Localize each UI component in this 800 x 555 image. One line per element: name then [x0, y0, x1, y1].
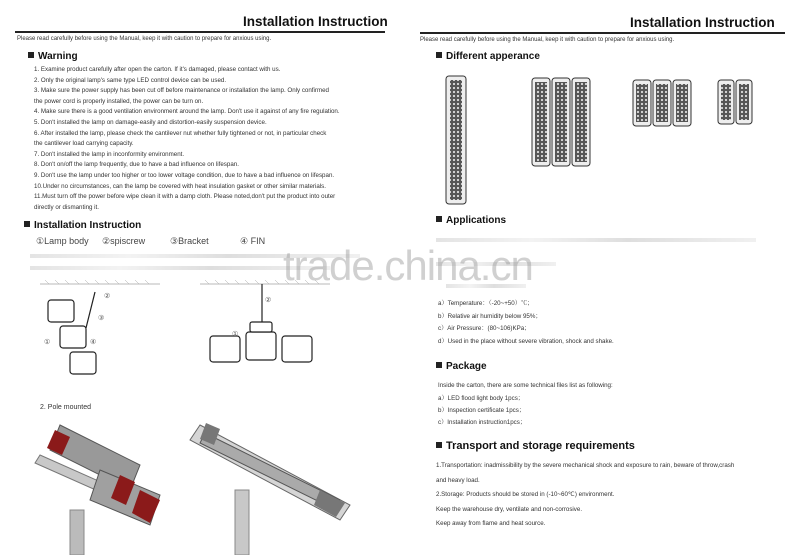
environment-item: b）Relative air humidity below 95%； [438, 312, 542, 320]
warning-item: 8. Don't on/off the lamp frequently, due to have a bad influence on lifespan. [34, 161, 239, 169]
callout-4: ④ [90, 339, 97, 346]
callout-1b: ① [232, 331, 239, 338]
square-bullet-icon [436, 216, 442, 222]
warning-item: 7. Don't installed the lamp in inconformity environment. [34, 150, 185, 158]
left-subtitle: Please read carefully before using the Manual, keep it with caution to prepare for anxious using. [17, 36, 272, 42]
warning-item: 6. After installed the lamp, please check the cantilever nut whether fully tightened or not, in particular check [34, 129, 327, 137]
square-bullet-icon [436, 362, 442, 368]
title-rule [420, 32, 785, 34]
package-item: b）Inspection certificate 1pcs； [438, 407, 526, 414]
callout-3: ③ [98, 315, 105, 322]
environment-item: a）Temperature：（-20~+50）℃； [438, 300, 534, 307]
package-heading: Package [436, 361, 487, 372]
callout-2: ② [104, 293, 111, 300]
install-heading: Installation Instruction [24, 220, 141, 231]
package-intro: Inside the carton, there are some technical files list as following: [438, 382, 613, 389]
transport-line: Keep away from flame and heat source. [436, 520, 546, 527]
warning-item: 3. Make sure the power supply has been cut off before maintenance or installation the lamp. Only confirmed [34, 87, 329, 95]
part-label-4: ④ FIN [240, 236, 266, 246]
warning-item: directly or dismanting it. [34, 203, 99, 211]
appearance-heading: Different apperance [436, 51, 540, 62]
square-bullet-icon [436, 52, 442, 58]
transport-line: Keep the warehouse dry, ventilate and non-corrosive. [436, 505, 583, 513]
square-bullet-icon [24, 221, 30, 227]
warning-item: the cantilever load carrying capacity. [34, 140, 134, 148]
pole-mount-photos [0, 415, 400, 555]
installation-diagram [0, 278, 400, 398]
left-page-title: Installation Instruction [243, 14, 388, 29]
package-item: c）Installation instruction1pcs； [438, 419, 527, 426]
warning-item: 9. Don't use the lamp under too higher or too lower voltage condition, due to have a bad influence on lifespan. [34, 172, 335, 179]
transport-line: 2.Storage: Products should be stored in (-10~60℃) environment. [436, 491, 615, 498]
callout-1: ① [44, 339, 51, 346]
square-bullet-icon [436, 442, 442, 448]
title-rule [15, 31, 385, 33]
applications-heading: Applications [436, 215, 506, 226]
warning-item: 11.Must turn off the power before wipe clean it with a damp cloth. Please noted,don't put the product into outer [34, 193, 336, 201]
warning-item: 1. Examine product carefully after open the carton. If it's damaged, please contact with us. [34, 66, 281, 73]
right-page-title: Installation Instruction [630, 15, 775, 30]
callout-2b: ② [265, 297, 272, 304]
transport-line: and heavy load. [436, 476, 480, 484]
right-subtitle: Please read carefully before using the Manual, keep it with caution to prepare for anxious using. [420, 37, 675, 43]
part-label-1: ①Lamp body [36, 236, 89, 246]
warning-item: the power cord is properly installed, the power can be turn on. [34, 97, 204, 105]
warning-item: 2. Only the original lamp's same type LED control device can be used. [34, 76, 227, 84]
environment-item: d）Used in the place without severe vibration, shock and shake. [438, 337, 614, 345]
warning-item: 5. Don't installed the lamp on damage-easily and distortion-easily suspension device. [34, 119, 267, 126]
package-item: a）LED flood light body 1pcs； [438, 395, 524, 402]
ceiling-mount-fixture-side [48, 292, 96, 374]
fixture-variants-illustration [440, 70, 800, 210]
watermark-text: trade.china.cn [283, 242, 533, 289]
transport-heading: Transport and storage requirements [436, 440, 635, 452]
warning-item: 4. Make sure there is a good ventilation environment around the lamp. Don't use it against of any fire regulation. [34, 108, 340, 116]
ceiling-mount-fixture-front [210, 284, 312, 362]
environment-item: c）Air Pressure：(80~106)KPa； [438, 325, 531, 332]
warning-heading: Warning [28, 51, 78, 62]
pole-mounted-label: 2. Pole mounted [40, 404, 91, 411]
warning-item: 10.Under no circumstances, can the lamp be covered with heat insulation gasket or other similar materials. [34, 182, 326, 190]
part-label-3: ③Bracket [170, 236, 209, 246]
part-label-2: ②spiscrew [102, 236, 146, 246]
square-bullet-icon [28, 52, 34, 58]
transport-line: 1.Transportation: inadmissibility by the severe mechanical shock and exposure to rain, beware of throw,crash [436, 462, 735, 469]
